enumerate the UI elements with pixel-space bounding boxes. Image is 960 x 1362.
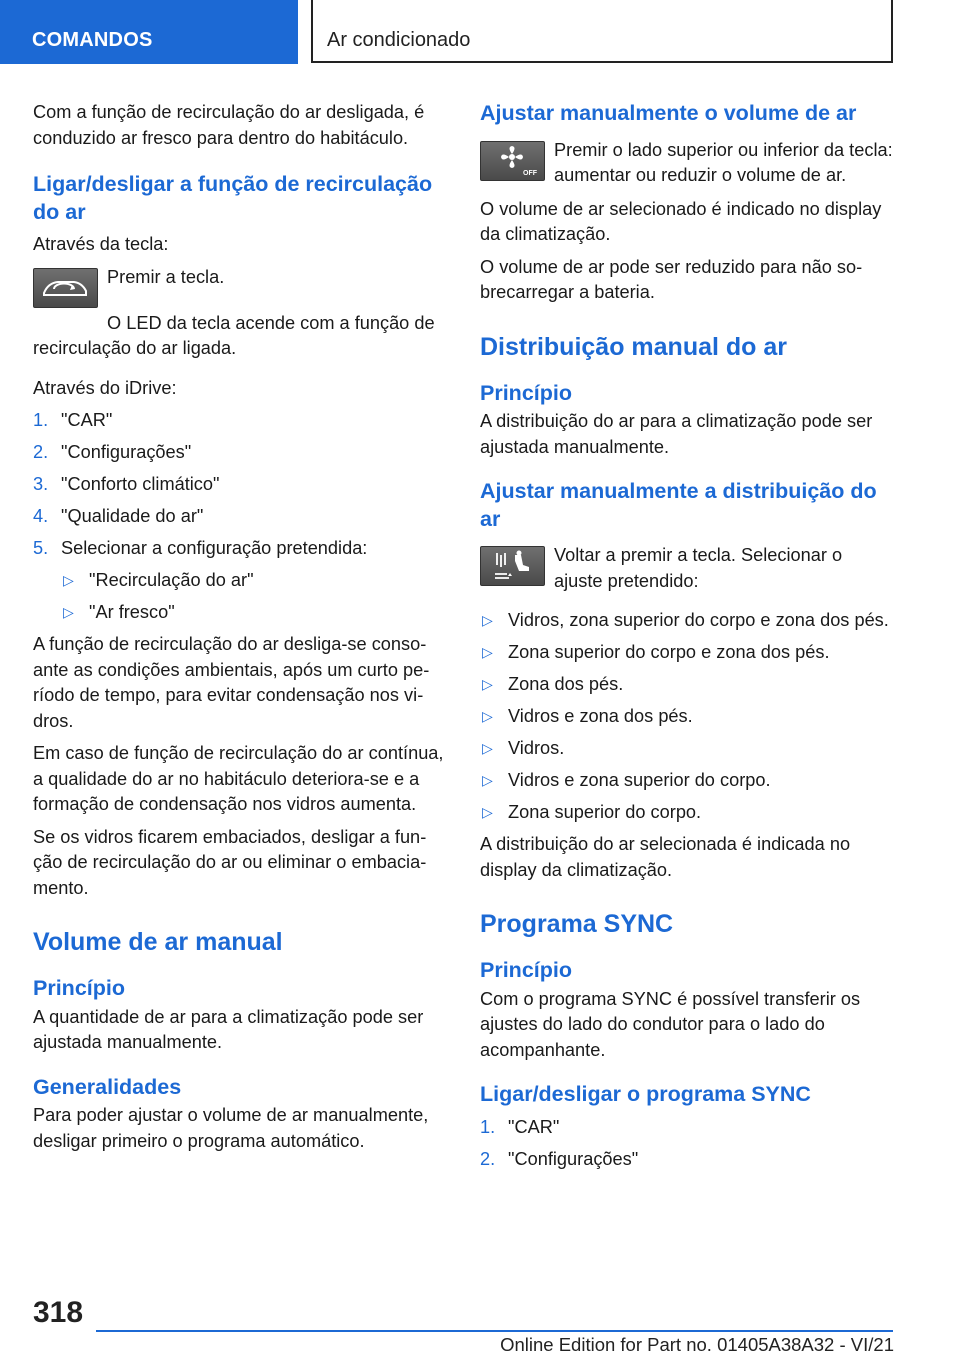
bullet-triangle-icon: ▷: [63, 572, 74, 588]
section-tab: [0, 0, 298, 64]
heading-sync-principle: Princípio: [480, 958, 572, 982]
list-item: 2. "Configurações": [480, 1148, 639, 1169]
distribution-display-paragraph: A distribuição do ar selecionada é indicada no display da climatização.: [480, 834, 851, 880]
key-instruction: Premir a tecla.: [107, 266, 225, 287]
principle-paragraph: A quantidade de ar para a climatização pode ser ajustada manualmente.: [33, 1006, 424, 1052]
bullet-triangle-icon: ▷: [482, 772, 493, 788]
bullet-triangle-icon: ▷: [482, 708, 493, 724]
list-item: ▷ Zona dos pés.: [480, 672, 895, 698]
bullet-triangle-icon: ▷: [482, 676, 493, 692]
heading-sync-onoff: Ligar/desligar o programa SYNC: [480, 1082, 811, 1106]
distribution-options: [480, 608, 895, 826]
bullet-triangle-icon: ▷: [482, 740, 493, 756]
right-column: [480, 100, 895, 1179]
chapter-tab: [311, 0, 893, 63]
list-item: ▷ "Ar fresco": [61, 600, 447, 626]
distribution-key-row: [480, 543, 895, 594]
heading-adjust-distribution: Ajustar manualmente a distribuição do ar: [480, 479, 877, 531]
list-item: ▷ Vidros e zona dos pés.: [480, 704, 895, 730]
sync-paragraph: Com o programa SYNC é possível transferir os ajustes do lado do condutor para o lado do acompanhante.: [480, 988, 861, 1060]
heading-general: Generalidades: [33, 1074, 182, 1099]
general-paragraph: Para poder ajustar o volume de ar manualmente, desligar primeiro o programa automático.: [33, 1105, 429, 1151]
heading-principle: Princípio: [480, 380, 572, 405]
svg-text:OFF: OFF: [523, 169, 537, 177]
footer-divider: [96, 1330, 893, 1332]
list-item: 4. "Qualidade do ar": [33, 506, 204, 526]
volume-display-paragraph: O volume de ar selecionado é indicado no display da climatização.: [480, 198, 882, 244]
recirc-options: [33, 568, 447, 626]
volume-key-text: Premir o lado superior ou inferior da tecla: aumentar ou reduzir o volume de ar.: [554, 139, 893, 185]
page-number: 318: [33, 1296, 84, 1329]
heading-principle: Princípio: [33, 976, 125, 1000]
heading-distribution: Distribuição manual do ar: [480, 332, 788, 361]
key-led-note: O LED da tecla acende com a função de recirculação do ar ligada.: [33, 312, 435, 358]
idrive-steps: [33, 408, 447, 562]
air-distribution-key-icon: [480, 546, 545, 586]
continuous-paragraph: Em caso de função de recirculação do ar contínua, a qualidade do ar no habitáculo deteriora-se e a formação de condensação nos vidros aumenta.: [33, 743, 444, 814]
chapter-title: Ar condicionado: [327, 29, 471, 51]
distribution-principle-paragraph: A distribuição do ar para a climatização pode ser ajustada manualmente.: [480, 411, 873, 457]
intro-paragraph: Com a função de recirculação do ar desligada, é conduzido ar fresco para dentro do habitáculo.: [33, 102, 425, 148]
section-title: COMANDOS: [32, 29, 153, 51]
heading-adjust-volume: Ajustar manualmente o volume de ar: [480, 101, 857, 125]
list-item: 5. Selecionar a configuração pretendida:: [33, 538, 368, 558]
heading-sync: Programa SYNC: [480, 910, 674, 938]
recirc-key-row: [33, 265, 447, 315]
sync-steps: [480, 1115, 895, 1173]
auto-off-paragraph: A função de recirculação do ar desliga-se consoante as condições ambientais, após um curto período de tempo, para evitar condensação nos vidros.: [33, 634, 430, 731]
bullet-triangle-icon: ▷: [482, 644, 493, 660]
bullet-triangle-icon: ▷: [63, 604, 74, 620]
left-column: [33, 100, 447, 1161]
list-item: ▷ Vidros.: [480, 736, 895, 762]
volume-key-row: [480, 138, 895, 189]
fogged-paragraph: Se os vidros ficarem embaciados, desligar a função de recirculação do ar ou eliminar o embaciamento.: [33, 826, 427, 898]
heading-recirculation: Ligar/desligar a função de recirculação do ar: [33, 172, 433, 224]
heading-volume: Volume de ar manual: [33, 928, 283, 956]
list-item: ▷ Vidros, zona superior do corpo e zona dos pés.: [480, 608, 895, 634]
recirculation-key-icon: [33, 268, 98, 308]
list-item: ▷ Vidros e zona superior do corpo.: [480, 768, 895, 794]
bullet-triangle-icon: ▷: [482, 804, 493, 820]
bullet-triangle-icon: ▷: [482, 612, 493, 628]
fan-key-icon: [480, 141, 545, 181]
list-item: 1. "CAR": [33, 410, 113, 430]
list-item: ▷ Zona superior do corpo.: [480, 800, 895, 826]
list-item: 1. "CAR": [480, 1116, 560, 1137]
list-item: ▷ Zona superior do corpo e zona dos pés.: [480, 640, 895, 666]
edition-footer: Online Edition for Part no. 01405A38A32 - VI/21: [500, 1334, 894, 1355]
via-idrive-label: Através do iDrive:: [33, 377, 177, 398]
list-item: 2. "Configurações": [33, 442, 192, 462]
via-key-label: Através da tecla:: [33, 234, 169, 254]
list-item: ▷ "Recirculação do ar": [61, 568, 447, 594]
distribution-key-text: Voltar a premir a tecla. Selecionar o ajuste pretendido:: [554, 545, 843, 591]
volume-battery-paragraph: O volume de ar pode ser reduzido para não sobrecarregar a bateria.: [480, 256, 863, 302]
list-item: 3. "Conforto climático": [33, 474, 220, 494]
